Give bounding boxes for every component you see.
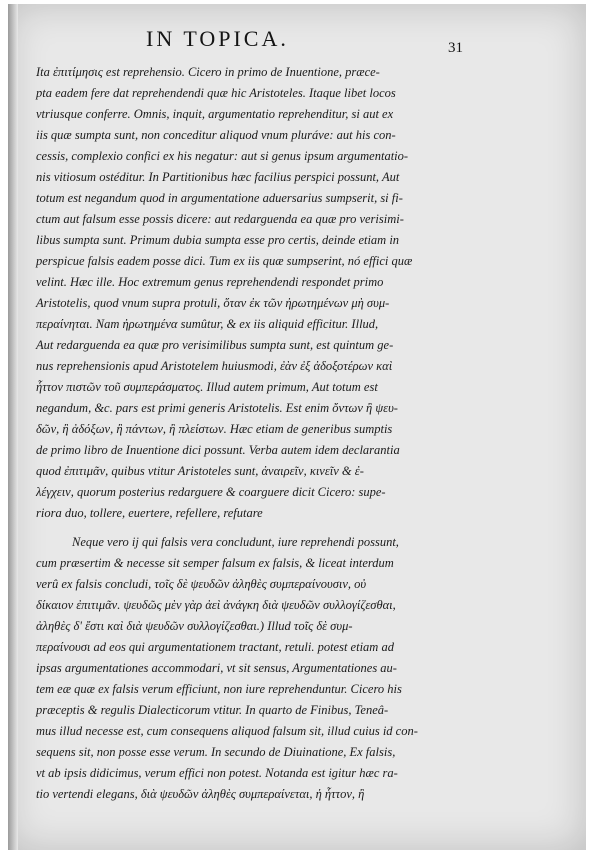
text-line: velint. Hæc ille. Hoc extremum genus reprehendendi respondet primo — [36, 275, 384, 289]
text-line: pta eadem fere dat reprehendendi quæ hic Aristoteles. Itaque libet locos — [36, 86, 396, 100]
text-line: præceptis & regulis Dialecticorum vtitur. In quarto de Finibus, Teneâ- — [36, 703, 389, 717]
text-line: vt ab ipsis didicimus, verum effici non potest. Notanda est igitur hæc ra- — [36, 766, 398, 780]
text-line: ipsas argumentationes accommodari, vt sit sensus, Argumentationes au- — [36, 661, 397, 675]
text-line: Aut redarguenda ea quæ pro verisimilibus sumpta sunt, est quintum ge- — [36, 338, 394, 352]
text-line: nis vitiosum ostéditur. In Partitionibus hæc facilius perspici possunt, Aut — [36, 170, 400, 184]
text-line: λέγχειν, quorum posterius redarguere & coarguere dicit Cicero: supe- — [36, 485, 386, 499]
book-page — [8, 4, 586, 850]
page-number: 31 — [448, 40, 463, 56]
text-line: sequens sit, non posse esse verum. In secundo de Diuinatione, Ex falsis, — [36, 745, 396, 759]
text-line: Aristotelis, quod vnum supra protuli, ὅταν ἐκ τῶν ἠρωτημένων μὴ συμ- — [36, 296, 390, 310]
text-line: περαίνουσι ad eos qui argumentationem tractant, retuli. potest etiam ad — [36, 640, 394, 654]
text-line: tem eæ quæ ex falsis verum efficiunt, non iure reprehenduntur. Cicero his — [36, 682, 402, 696]
paragraph — [36, 532, 468, 805]
body-text — [36, 62, 468, 805]
text-line: ctum aut falsum esse possis dicere: aut redarguenda ea quæ pro verisimi- — [36, 212, 404, 226]
binding-edge — [8, 4, 18, 850]
text-line: δῶν, ἢ ἀδόξων, ἢ πάντων, ἢ πλείστων. Hæc etiam de generibus sumptis — [36, 422, 393, 436]
text-line: ἀληθὲς δ' ἔστι καὶ διὰ ψευδῶν συλλογίζεσθαι.) Illud τοῖς δὲ συμ- — [36, 619, 353, 633]
text-line: libus sumpta sunt. Primum dubia sumpta esse pro certis, deinde etiam in — [36, 233, 400, 247]
text-line: mus illud necesse est, cum consequens aliquod falsum sit, illud cuius id con- — [36, 724, 418, 738]
text-line: vtriusque conferre. Omnis, inquit, argumentatio reprehenditur, si aut ex — [36, 107, 394, 121]
text-line: Ita ἐπιτίμησις est reprehensio. Cicero in primo de Inuentione, præce- — [36, 65, 380, 79]
text-line: riora duo, tollere, euertere, refellere, refutare — [36, 506, 263, 520]
text-line: tio vertendi elegans, διὰ ψευδῶν ἀληθὲς συμπεραίνεται, ἡ ἧττον, ἢ — [36, 787, 365, 801]
text-line: quod ἐπιτιμᾶν, quibus vtitur Aristoteles sunt, ἀναιρεῖν, κινεῖν & ἐ- — [36, 464, 364, 478]
text-line: iis quæ sumpta sunt, non conceditur aliquod vnum pluráve: aut his con- — [36, 128, 396, 142]
text-line: Neque vero ij qui falsis vera concludunt, iure reprehendi possunt, — [72, 535, 399, 549]
text-line: cessis, complexio confici ex his negatur: aut si genus ipsum argumentatio- — [36, 149, 409, 163]
paragraph — [36, 62, 468, 524]
text-line: totum est negandum quod in argumentatione aduersarius sumpserit, si fi- — [36, 191, 403, 205]
text-line: περαίνηται. Nam ἠρωτημένα sumûtur, & ex iis aliquid efficitur. Illud, — [36, 317, 379, 331]
text-line: δίκαιον ἐπιτιμᾶν. ψευδῶς μὲν γὰρ ἀεὶ ἀνάγκη διὰ ψευδῶν συλλογίζεσθαι, — [36, 598, 396, 612]
text-line: perspicue falsis eadem posse dici. Tum ex iis quæ sumpserint, nó effici quæ — [36, 254, 413, 268]
text-line: de primo libro de Inuentione dici possunt. Verba autem idem declarantia — [36, 443, 400, 457]
text-line: cum præsertim & necesse sit semper falsum ex falsis, & liceat interdum — [36, 556, 394, 570]
text-line: nus reprehensionis apud Aristotelem huiusmodi, ἐὰν ἐξ ἀδοξοτέρων καὶ — [36, 359, 393, 373]
text-line: negandum, &c. pars est primi generis Aristotelis. Est enim ὄντων ἢ ψευ- — [36, 401, 398, 415]
running-head: IN TOPICA. — [146, 26, 289, 51]
text-line: verû ex falsis concludi, τοῖς δὲ ψευδῶν ἀληθὲς συμπεραίνουσιν, οὐ — [36, 577, 367, 591]
paragraph-gap — [36, 524, 468, 532]
page-header — [8, 26, 586, 56]
text-line: ἧττον πιστῶν τοῦ συμπεράσματος. Illud autem primum, Aut totum est — [36, 380, 378, 394]
